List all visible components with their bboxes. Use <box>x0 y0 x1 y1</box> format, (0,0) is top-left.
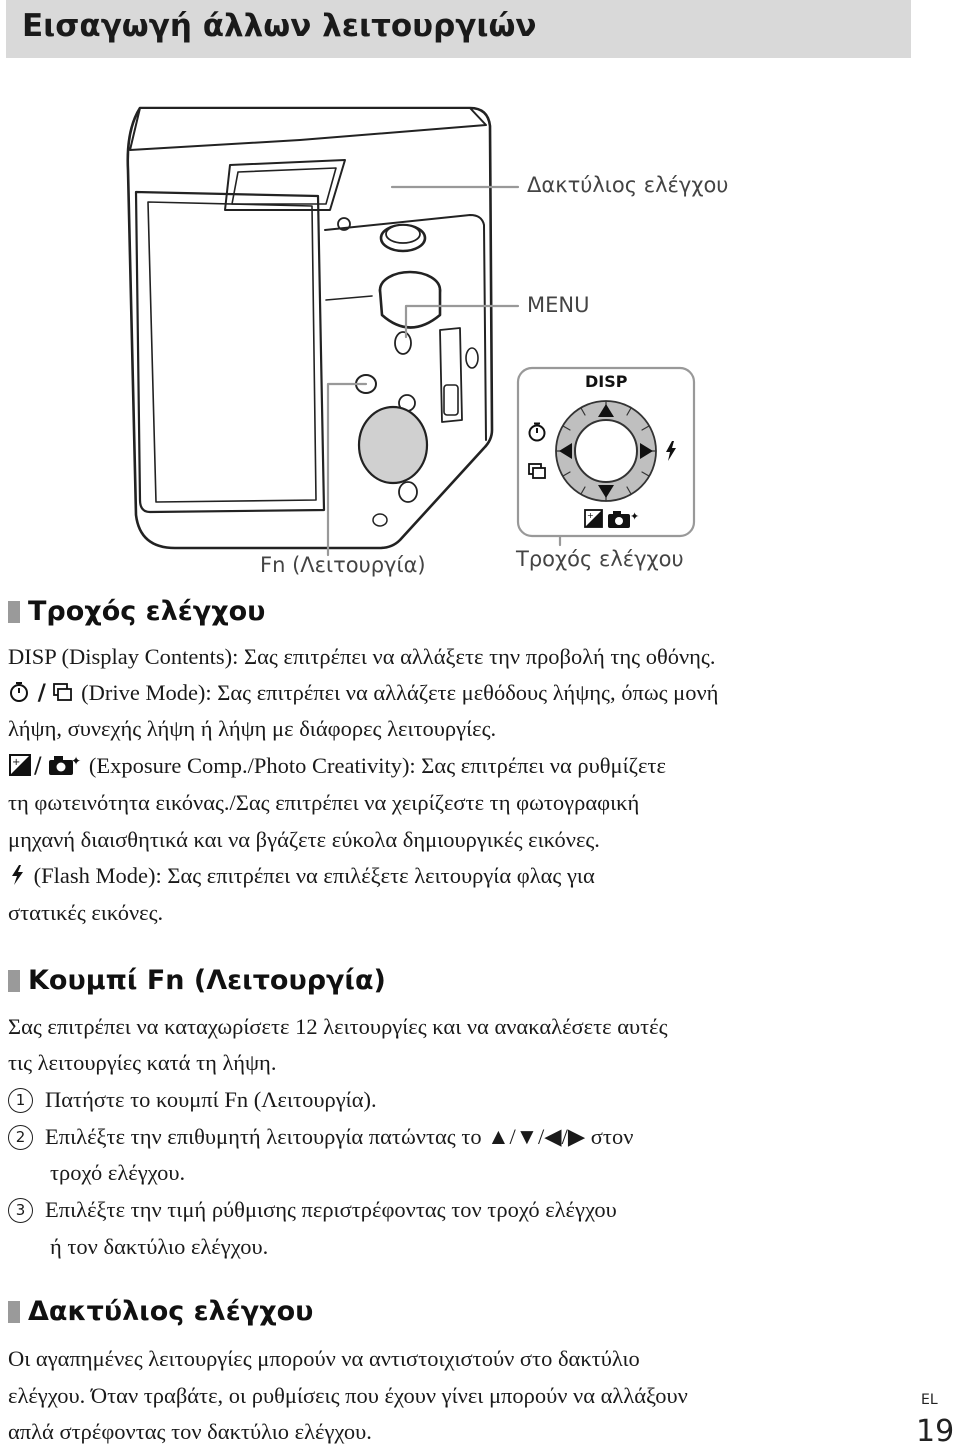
section-heading-control-ring: Δακτύλιος ελέγχου <box>8 1296 313 1327</box>
page-language: EL <box>921 1392 938 1408</box>
page-number: 19 <box>916 1414 955 1449</box>
photo-creativity-icon <box>47 753 83 777</box>
heading-marker <box>8 970 20 992</box>
section-heading-control-wheel: Τροχός ελέγχου <box>8 596 265 627</box>
page-title: Εισαγωγή άλλων λειτουργιών <box>22 8 537 44</box>
body-line: λήψη, συνεχής λήψη ή λήψη με διάφορες λειτουργίες. <box>8 716 497 741</box>
body-line: Σας επιτρέπει να καταχωρίσετε 12 λειτουργίες και να ανακαλέσετε αυτές <box>8 1014 668 1039</box>
body-line: DISP (Display Contents): Σας επιτρέπει να αλλάξετε την προβολή της οθόνης. <box>8 644 716 669</box>
body-line: + / ✦ (Exposure Comp./Photo Creativity): Σας επιτρέπει να ρυθμίζετε <box>8 749 666 783</box>
control-wheel-callout: Τροχός ελέγχου <box>516 547 684 571</box>
svg-text:✦: ✦ <box>630 510 640 523</box>
body-line: (Flash Mode): Σας επιτρέπει να επιλέξετε λειτουργία φλας για <box>8 859 595 893</box>
svg-text:+: + <box>12 757 21 768</box>
step-number: 2 <box>8 1125 33 1150</box>
heading-marker <box>8 601 20 623</box>
section-heading-fn-button: Κουμπί Fn (Λειτουργία) <box>8 965 386 996</box>
exposure-comp-icon <box>8 753 34 777</box>
step-number: 1 <box>8 1088 33 1113</box>
svg-text:✦: ✦ <box>71 754 82 768</box>
step-3-continued: ή τον δακτύλιο ελέγχου. <box>50 1234 269 1259</box>
body-line: απλά στρέφοντας τον δακτύλιο ελέγχου. <box>8 1419 372 1444</box>
exposure-creativity-icon <box>584 508 642 530</box>
heading-marker <box>8 1301 20 1323</box>
body-line: Οι αγαπημένες λειτουργίες μπορούν να αντιστοιχιστούν στο δακτύλιο <box>8 1346 640 1371</box>
menu-callout: MENU <box>527 293 590 317</box>
svg-text:+: + <box>587 511 594 520</box>
body-line: τις λειτουργίες κατά τη λήψη. <box>8 1050 277 1075</box>
self-timer-icon <box>8 680 32 704</box>
body-line: στατικές εικόνες. <box>8 900 164 925</box>
body-line: ελέγχου. Όταν τραβάτε, οι ρυθμίσεις που έχουν γίνει μπορούν να αλλάξουν <box>8 1383 688 1408</box>
continuous-shoot-icon <box>527 462 549 482</box>
step-3: 3 Επιλέξτε την τιμή ρύθμισης περιστρέφοντας τον τροχό ελέγχου <box>8 1193 617 1227</box>
flash-icon <box>8 863 28 887</box>
body-line: τη φωτεινότητα εικόνας./Σας επιτρέπει να χειρίζεστε τη φωτογραφική <box>8 790 640 815</box>
step-number: 3 <box>8 1198 33 1223</box>
step-2-continued: τροχό ελέγχου. <box>50 1160 186 1185</box>
dial-disp-label: DISP <box>585 372 628 391</box>
body-line: μηχανή διαισθητικά και να βγάζετε εύκολα δημιουργικές εικόνες. <box>8 827 600 852</box>
step-2: 2 Επιλέξτε την επιθυμητή λειτουργία πατώντας το ▲/▼/◀/▶ στον <box>8 1120 633 1154</box>
body-line: / (Drive Mode): Σας επιτρέπει να αλλάζετε μεθόδους λήψης, όπως μονή <box>8 676 718 710</box>
continuous-shoot-icon <box>51 682 75 704</box>
fn-callout: Fn (Λειτουργία) <box>260 553 426 577</box>
flash-icon <box>664 440 678 462</box>
self-timer-icon <box>526 421 548 443</box>
camera-diagram <box>0 60 960 590</box>
step-1: 1 Πατήστε το κουμπί Fn (Λειτουργία). <box>8 1083 377 1117</box>
control-ring-callout: Δακτύλιος ελέγχου <box>527 173 729 197</box>
